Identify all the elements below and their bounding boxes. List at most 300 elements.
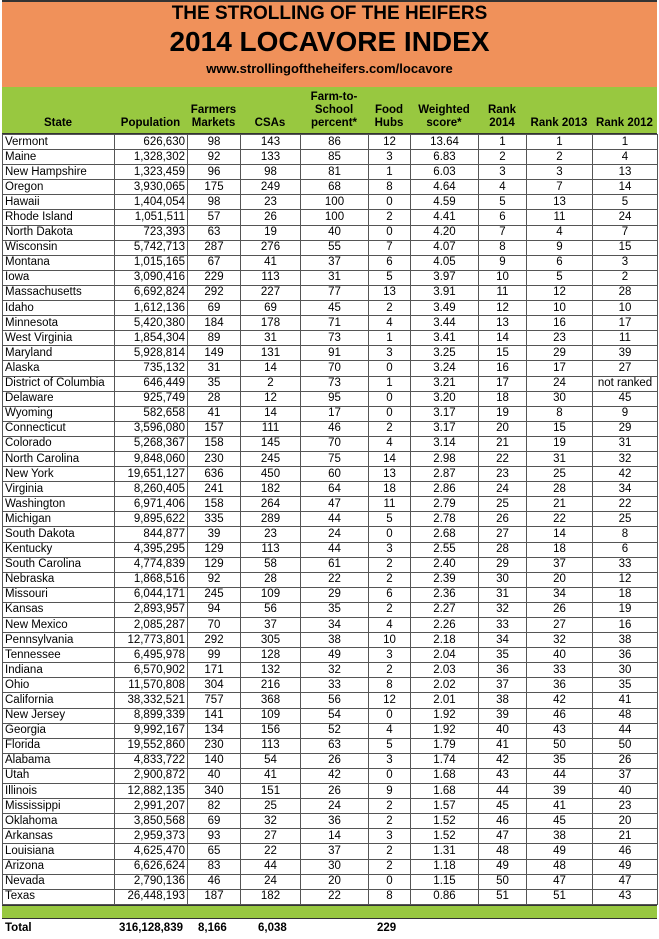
table-row (3, 829, 658, 844)
totals-row (2, 919, 657, 939)
cell-state: Washington (3, 497, 115, 512)
cell-rank-2012: 39 (593, 346, 658, 361)
cell-rank-2014: 4 (479, 180, 527, 195)
cell-rank-2014: 25 (479, 497, 527, 512)
cell-rank-2014: 35 (479, 648, 527, 663)
table-row (3, 738, 658, 753)
cell-weighted-score: 2.87 (411, 467, 479, 482)
table-row (3, 467, 658, 482)
cell-rank-2013: 13 (527, 195, 593, 210)
cell-farm-to-school: 81 (301, 165, 369, 180)
table-row (3, 180, 658, 195)
cell-weighted-score: 6.83 (411, 150, 479, 165)
cell-state: Oklahoma (3, 814, 115, 829)
table-row (3, 135, 658, 150)
cell-farm-to-school: 64 (301, 482, 369, 497)
table-row (3, 240, 658, 255)
cell-rank-2012: 22 (593, 497, 658, 512)
cell-rank-2013: 36 (527, 678, 593, 693)
cell-weighted-score: 4.41 (411, 210, 479, 225)
cell-population: 12,773,801 (115, 633, 188, 648)
cell-food-hubs: 2 (369, 557, 411, 572)
cell-state: Maryland (3, 346, 115, 361)
cell-farmers-markets: 28 (188, 391, 241, 406)
table-row (3, 301, 658, 316)
cell-food-hubs: 5 (369, 270, 411, 285)
cell-rank-2012: 44 (593, 723, 658, 738)
cell-weighted-score: 3.91 (411, 285, 479, 300)
cell-farm-to-school: 77 (301, 285, 369, 300)
cell-farmers-markets: 99 (188, 648, 241, 663)
cell-csas: 14 (241, 361, 301, 376)
totals-csas: 6,038 (258, 921, 287, 934)
cell-state: Kentucky (3, 542, 115, 557)
cell-population: 1,404,054 (115, 195, 188, 210)
cell-state: New Jersey (3, 708, 115, 723)
cell-state: Indiana (3, 663, 115, 678)
cell-farm-to-school: 30 (301, 859, 369, 874)
cell-rank-2012: 42 (593, 467, 658, 482)
cell-food-hubs: 12 (369, 693, 411, 708)
cell-farmers-markets: 175 (188, 180, 241, 195)
cell-weighted-score: 0.86 (411, 889, 479, 904)
cell-farmers-markets: 98 (188, 135, 241, 150)
cell-state: Nevada (3, 874, 115, 889)
cell-state: District of Columbia (3, 376, 115, 391)
cell-rank-2012: not ranked (593, 376, 658, 391)
cell-weighted-score: 1.18 (411, 859, 479, 874)
cell-rank-2014: 10 (479, 270, 527, 285)
cell-farmers-markets: 92 (188, 150, 241, 165)
cell-population: 5,268,367 (115, 436, 188, 451)
cell-rank-2014: 19 (479, 406, 527, 421)
cell-weighted-score: 1.68 (411, 784, 479, 799)
cell-farmers-markets: 89 (188, 331, 241, 346)
cell-farmers-markets: 83 (188, 859, 241, 874)
cell-population: 19,651,127 (115, 467, 188, 482)
cell-state: Oregon (3, 180, 115, 195)
cell-csas: 227 (241, 285, 301, 300)
title-line-2: 2014 LOCAVORE INDEX (169, 26, 490, 57)
cell-weighted-score: 2.26 (411, 618, 479, 633)
cell-state: Illinois (3, 784, 115, 799)
cell-weighted-score: 4.64 (411, 180, 479, 195)
cell-state: New Hampshire (3, 165, 115, 180)
cell-state: Virginia (3, 482, 115, 497)
cell-rank-2013: 49 (527, 844, 593, 859)
cell-weighted-score: 4.20 (411, 225, 479, 240)
cell-weighted-score: 1.92 (411, 708, 479, 723)
cell-farm-to-school: 73 (301, 376, 369, 391)
cell-rank-2012: 41 (593, 693, 658, 708)
cell-rank-2012: 18 (593, 587, 658, 602)
cell-food-hubs: 3 (369, 542, 411, 557)
locavore-table (2, 134, 658, 905)
cell-rank-2012: 1 (593, 135, 658, 150)
cell-farm-to-school: 22 (301, 572, 369, 587)
cell-csas: 145 (241, 436, 301, 451)
cell-rank-2012: 26 (593, 753, 658, 768)
cell-weighted-score: 2.68 (411, 527, 479, 542)
table-row (3, 285, 658, 300)
cell-rank-2012: 17 (593, 316, 658, 331)
cell-csas: 56 (241, 602, 301, 617)
green-divider (2, 905, 657, 919)
cell-rank-2012: 12 (593, 572, 658, 587)
cell-rank-2014: 2 (479, 150, 527, 165)
cell-food-hubs: 3 (369, 346, 411, 361)
cell-rank-2012: 33 (593, 557, 658, 572)
cell-rank-2014: 32 (479, 602, 527, 617)
cell-farmers-markets: 57 (188, 210, 241, 225)
cell-rank-2014: 5 (479, 195, 527, 210)
cell-farm-to-school: 36 (301, 814, 369, 829)
cell-food-hubs: 2 (369, 859, 411, 874)
cell-rank-2012: 27 (593, 361, 658, 376)
cell-rank-2012: 10 (593, 301, 658, 316)
table-row (3, 768, 658, 783)
cell-csas: 156 (241, 723, 301, 738)
cell-rank-2014: 22 (479, 451, 527, 466)
cell-csas: 24 (241, 874, 301, 889)
cell-farmers-markets: 340 (188, 784, 241, 799)
cell-farmers-markets: 636 (188, 467, 241, 482)
table-row (3, 391, 658, 406)
cell-farm-to-school: 86 (301, 135, 369, 150)
cell-rank-2012: 5 (593, 195, 658, 210)
cell-weighted-score: 1.31 (411, 844, 479, 859)
cell-rank-2014: 50 (479, 874, 527, 889)
cell-farmers-markets: 65 (188, 844, 241, 859)
cell-population: 8,260,405 (115, 482, 188, 497)
table-row (3, 618, 658, 633)
cell-rank-2013: 47 (527, 874, 593, 889)
cell-state: Colorado (3, 436, 115, 451)
cell-rank-2014: 27 (479, 527, 527, 542)
cell-farmers-markets: 35 (188, 376, 241, 391)
cell-population: 4,625,470 (115, 844, 188, 859)
cell-farmers-markets: 92 (188, 572, 241, 587)
cell-rank-2012: 11 (593, 331, 658, 346)
table-row (3, 814, 658, 829)
cell-farm-to-school: 100 (301, 210, 369, 225)
cell-rank-2012: 29 (593, 421, 658, 436)
cell-weighted-score: 4.05 (411, 255, 479, 270)
cell-csas: 28 (241, 572, 301, 587)
cell-farmers-markets: 287 (188, 240, 241, 255)
cell-state: Minnesota (3, 316, 115, 331)
cell-state: Hawaii (3, 195, 115, 210)
cell-rank-2013: 20 (527, 572, 593, 587)
cell-population: 11,570,808 (115, 678, 188, 693)
cell-rank-2014: 31 (479, 587, 527, 602)
cell-csas: 113 (241, 270, 301, 285)
cell-population: 1,015,165 (115, 255, 188, 270)
cell-population: 6,044,171 (115, 587, 188, 602)
cell-farmers-markets: 134 (188, 723, 241, 738)
cell-farm-to-school: 60 (301, 467, 369, 482)
cell-food-hubs: 3 (369, 753, 411, 768)
cell-csas: 143 (241, 135, 301, 150)
cell-rank-2014: 46 (479, 814, 527, 829)
table-row (3, 270, 658, 285)
cell-farmers-markets: 69 (188, 814, 241, 829)
cell-state: South Carolina (3, 557, 115, 572)
cell-population: 3,596,080 (115, 421, 188, 436)
cell-state: West Virginia (3, 331, 115, 346)
cell-rank-2014: 21 (479, 436, 527, 451)
cell-food-hubs: 3 (369, 648, 411, 663)
cell-population: 9,895,622 (115, 512, 188, 527)
cell-rank-2012: 47 (593, 874, 658, 889)
cell-population: 2,991,207 (115, 799, 188, 814)
cell-rank-2012: 49 (593, 859, 658, 874)
cell-state: New York (3, 467, 115, 482)
cell-population: 6,692,824 (115, 285, 188, 300)
table-row (3, 663, 658, 678)
cell-rank-2012: 16 (593, 618, 658, 633)
cell-food-hubs: 2 (369, 814, 411, 829)
cell-state: Montana (3, 255, 115, 270)
totals-population: 316,128,839 (119, 921, 183, 934)
cell-rank-2013: 10 (527, 301, 593, 316)
column-header-row (2, 87, 657, 134)
cell-rank-2014: 23 (479, 467, 527, 482)
cell-population: 723,393 (115, 225, 188, 240)
cell-csas: 111 (241, 421, 301, 436)
cell-rank-2013: 31 (527, 451, 593, 466)
cell-rank-2013: 18 (527, 542, 593, 557)
cell-csas: 178 (241, 316, 301, 331)
cell-weighted-score: 6.03 (411, 165, 479, 180)
cell-rank-2012: 4 (593, 150, 658, 165)
cell-rank-2014: 39 (479, 708, 527, 723)
cell-rank-2013: 43 (527, 723, 593, 738)
cell-rank-2014: 12 (479, 301, 527, 316)
cell-rank-2013: 15 (527, 421, 593, 436)
cell-state: Ohio (3, 678, 115, 693)
cell-rank-2013: 28 (527, 482, 593, 497)
cell-state: Wisconsin (3, 240, 115, 255)
cell-rank-2013: 21 (527, 497, 593, 512)
cell-food-hubs: 2 (369, 602, 411, 617)
cell-state: Kansas (3, 602, 115, 617)
cell-farm-to-school: 85 (301, 150, 369, 165)
cell-rank-2013: 35 (527, 753, 593, 768)
cell-food-hubs: 1 (369, 331, 411, 346)
cell-weighted-score: 2.18 (411, 633, 479, 648)
cell-farm-to-school: 40 (301, 225, 369, 240)
cell-population: 646,449 (115, 376, 188, 391)
table-row (3, 451, 658, 466)
table-row (3, 436, 658, 451)
cell-population: 1,612,136 (115, 301, 188, 316)
header-rank-2012: Rank 2012 (596, 117, 653, 129)
cell-food-hubs: 8 (369, 180, 411, 195)
cell-rank-2013: 23 (527, 331, 593, 346)
cell-food-hubs: 3 (369, 829, 411, 844)
cell-farm-to-school: 70 (301, 361, 369, 376)
cell-rank-2014: 51 (479, 889, 527, 904)
cell-farmers-markets: 241 (188, 482, 241, 497)
cell-food-hubs: 0 (369, 527, 411, 542)
table-row (3, 542, 658, 557)
cell-food-hubs: 1 (369, 165, 411, 180)
cell-state: North Dakota (3, 225, 115, 240)
cell-farm-to-school: 45 (301, 301, 369, 316)
cell-state: Utah (3, 768, 115, 783)
cell-rank-2013: 30 (527, 391, 593, 406)
cell-farm-to-school: 49 (301, 648, 369, 663)
cell-farm-to-school: 44 (301, 512, 369, 527)
cell-rank-2014: 14 (479, 331, 527, 346)
table-row (3, 376, 658, 391)
cell-rank-2013: 24 (527, 376, 593, 391)
cell-csas: 132 (241, 663, 301, 678)
cell-rank-2013: 38 (527, 829, 593, 844)
cell-population: 1,854,304 (115, 331, 188, 346)
cell-population: 5,420,380 (115, 316, 188, 331)
cell-farm-to-school: 17 (301, 406, 369, 421)
cell-state: Louisiana (3, 844, 115, 859)
cell-food-hubs: 1 (369, 376, 411, 391)
cell-food-hubs: 0 (369, 768, 411, 783)
totals-food-hubs: 229 (377, 921, 397, 934)
cell-weighted-score: 3.44 (411, 316, 479, 331)
cell-farm-to-school: 35 (301, 602, 369, 617)
table-row (3, 497, 658, 512)
cell-farm-to-school: 26 (301, 753, 369, 768)
cell-farm-to-school: 68 (301, 180, 369, 195)
cell-rank-2013: 2 (527, 150, 593, 165)
cell-farmers-markets: 94 (188, 602, 241, 617)
website-url: www.strollingoftheheifers.com/locavore (206, 61, 453, 76)
cell-csas: 2 (241, 376, 301, 391)
cell-food-hubs: 3 (369, 150, 411, 165)
cell-farm-to-school: 63 (301, 738, 369, 753)
cell-farm-to-school: 46 (301, 421, 369, 436)
cell-weighted-score: 1.52 (411, 829, 479, 844)
cell-farmers-markets: 41 (188, 406, 241, 421)
cell-rank-2013: 5 (527, 270, 593, 285)
cell-farmers-markets: 129 (188, 557, 241, 572)
cell-weighted-score: 3.24 (411, 361, 479, 376)
table-row (3, 210, 658, 225)
cell-csas: 31 (241, 331, 301, 346)
table-row (3, 406, 658, 421)
cell-rank-2013: 25 (527, 467, 593, 482)
cell-population: 735,132 (115, 361, 188, 376)
cell-state: South Dakota (3, 527, 115, 542)
cell-rank-2012: 23 (593, 799, 658, 814)
cell-farm-to-school: 71 (301, 316, 369, 331)
cell-population: 6,626,624 (115, 859, 188, 874)
cell-rank-2012: 37 (593, 768, 658, 783)
cell-rank-2014: 42 (479, 753, 527, 768)
cell-population: 2,900,872 (115, 768, 188, 783)
cell-rank-2012: 15 (593, 240, 658, 255)
title-line-1: THE STROLLING OF THE HEIFERS (171, 3, 488, 24)
cell-farm-to-school: 73 (301, 331, 369, 346)
cell-farmers-markets: 245 (188, 587, 241, 602)
table-row (3, 602, 658, 617)
cell-weighted-score: 3.49 (411, 301, 479, 316)
cell-population: 9,848,060 (115, 451, 188, 466)
cell-population: 6,570,902 (115, 663, 188, 678)
cell-weighted-score: 1.52 (411, 814, 479, 829)
cell-weighted-score: 2.78 (411, 512, 479, 527)
cell-weighted-score: 3.41 (411, 331, 479, 346)
cell-population: 4,395,295 (115, 542, 188, 557)
cell-food-hubs: 4 (369, 723, 411, 738)
table-row (3, 859, 658, 874)
cell-rank-2013: 1 (527, 135, 593, 150)
cell-rank-2014: 37 (479, 678, 527, 693)
cell-weighted-score: 1.74 (411, 753, 479, 768)
cell-population: 3,090,416 (115, 270, 188, 285)
cell-csas: 23 (241, 195, 301, 210)
cell-rank-2012: 2 (593, 270, 658, 285)
cell-food-hubs: 8 (369, 678, 411, 693)
cell-rank-2013: 11 (527, 210, 593, 225)
cell-farmers-markets: 129 (188, 542, 241, 557)
totals-label: Total (5, 921, 32, 934)
cell-rank-2014: 7 (479, 225, 527, 240)
cell-rank-2012: 8 (593, 527, 658, 542)
table-row (3, 225, 658, 240)
header-rank-2013: Rank 2013 (530, 117, 588, 129)
cell-rank-2014: 1 (479, 135, 527, 150)
table-row (3, 572, 658, 587)
cell-csas: 27 (241, 829, 301, 844)
cell-state: Pennsylvania (3, 633, 115, 648)
cell-rank-2013: 7 (527, 180, 593, 195)
cell-state: Mississippi (3, 799, 115, 814)
cell-farm-to-school: 42 (301, 768, 369, 783)
cell-rank-2013: 8 (527, 406, 593, 421)
cell-weighted-score: 3.17 (411, 406, 479, 421)
cell-rank-2014: 30 (479, 572, 527, 587)
cell-population: 38,332,521 (115, 693, 188, 708)
cell-farmers-markets: 230 (188, 451, 241, 466)
cell-rank-2014: 13 (479, 316, 527, 331)
cell-rank-2012: 30 (593, 663, 658, 678)
cell-weighted-score: 2.01 (411, 693, 479, 708)
cell-weighted-score: 3.25 (411, 346, 479, 361)
cell-population: 1,323,459 (115, 165, 188, 180)
cell-rank-2014: 3 (479, 165, 527, 180)
cell-rank-2012: 14 (593, 180, 658, 195)
cell-farm-to-school: 47 (301, 497, 369, 512)
cell-food-hubs: 7 (369, 240, 411, 255)
cell-weighted-score: 13.64 (411, 135, 479, 150)
cell-farmers-markets: 82 (188, 799, 241, 814)
cell-food-hubs: 0 (369, 391, 411, 406)
cell-csas: 69 (241, 301, 301, 316)
cell-rank-2012: 7 (593, 225, 658, 240)
cell-weighted-score: 2.55 (411, 542, 479, 557)
cell-food-hubs: 0 (369, 708, 411, 723)
cell-rank-2012: 38 (593, 633, 658, 648)
cell-farm-to-school: 100 (301, 195, 369, 210)
cell-population: 626,630 (115, 135, 188, 150)
cell-csas: 54 (241, 753, 301, 768)
cell-state: Nebraska (3, 572, 115, 587)
cell-food-hubs: 14 (369, 451, 411, 466)
cell-state: Tennessee (3, 648, 115, 663)
cell-weighted-score: 2.40 (411, 557, 479, 572)
cell-food-hubs: 6 (369, 587, 411, 602)
